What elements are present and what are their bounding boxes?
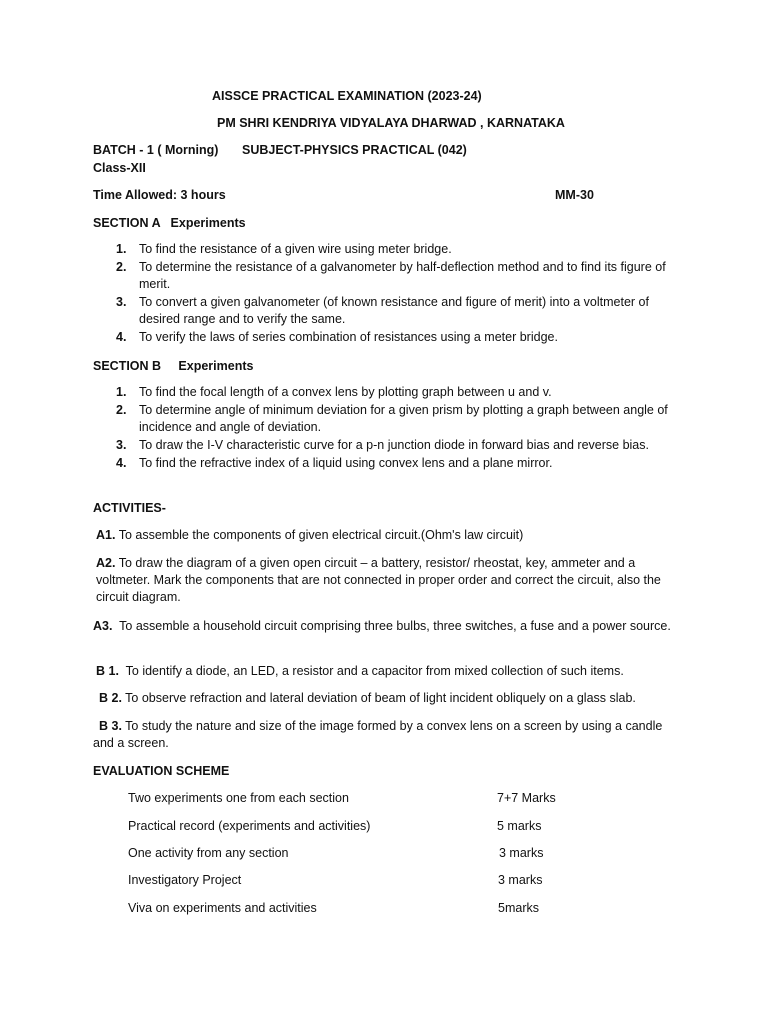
list-item: 4. To verify the laws of series combination of resistances using a meter bridge. — [116, 330, 558, 344]
class-label: Class-XII — [93, 161, 146, 175]
list-item: 3. To draw the I-V characteristic curve for a p-n junction diode in forward bias and reverse bias. — [116, 438, 649, 452]
list-item: 2. To determine the resistance of a galvanometer by half-deflection method and to find its figure of merit. — [116, 260, 666, 291]
activity-b3: B 3. To study the nature and size of the image formed by a convex lens on a screen by using a candle and a screen. — [93, 719, 666, 750]
list-item: 3. To convert a given galvanometer (of known resistance and figure of merit) into a voltmeter of desired range and to verify the same. — [116, 295, 649, 326]
activity-b1: B 1. To identify a diode, an LED, a resistor and a capacitor from mixed collection of such items. — [96, 664, 624, 678]
list-item: 2. To determine angle of minimum deviation for a given prism by plotting a graph between angle of incidence and angle of deviation. — [116, 403, 668, 434]
list-item: 4. To find the refractive index of a liquid using convex lens and a plane mirror. — [116, 456, 553, 470]
subject-label: SUBJECT-PHYSICS PRACTICAL (042) — [242, 143, 467, 157]
activity-a3: A3. To assemble a household circuit comprising three bulbs, three switches, a fuse and a power source. — [93, 619, 671, 633]
activity-b2: B 2. To observe refraction and lateral deviation of beam of light incident obliquely on a glass slab. — [99, 691, 636, 705]
list-item: 1. To find the resistance of a given wire using meter bridge. — [116, 242, 452, 256]
max-marks: MM-30 — [555, 188, 594, 202]
list-item: 1. To find the focal length of a convex lens by plotting graph between u and v. — [116, 385, 552, 399]
evaluation-heading: EVALUATION SCHEME — [93, 764, 230, 778]
activity-a2: A2. To draw the diagram of a given open circuit – a battery, resistor/ rheostat, key, ammeter and a voltmeter. Mark the components that are not connected in proper order and correct the circuit, also the circuit diagram. — [96, 556, 665, 604]
school-name: PM SHRI KENDRIYA VIDYALAYA DHARWAD , KARNATAKA — [217, 116, 565, 130]
activity-a1: A1. To assemble the components of given electrical circuit.(Ohm's law circuit) — [96, 528, 524, 542]
section-a-heading: SECTION A Experiments — [93, 216, 246, 230]
section-b-list — [93, 384, 673, 473]
section-b-heading: SECTION B Experiments — [93, 359, 254, 373]
time-allowed: Time Allowed: 3 hours — [93, 188, 226, 202]
batch-label: BATCH - 1 ( Morning) — [93, 143, 219, 157]
activities-heading: ACTIVITIES- — [93, 501, 166, 515]
exam-title: AISSCE PRACTICAL EXAMINATION (2023-24) — [212, 89, 482, 103]
section-a-list — [93, 241, 673, 347]
